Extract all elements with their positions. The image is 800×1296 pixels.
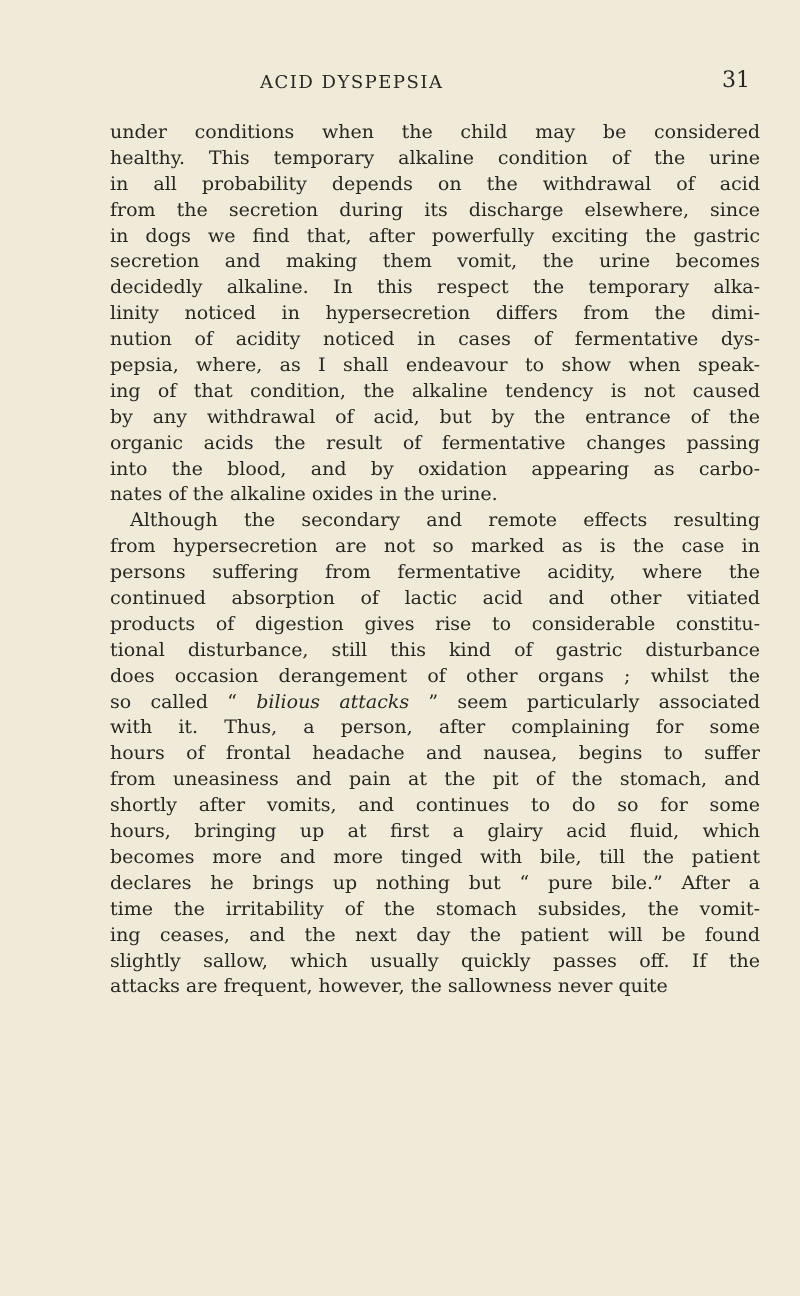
text-line: becomes more and more tinged with bile, till the patient — [110, 845, 760, 868]
text-line: ing ceases, and the next day the patient will be found — [110, 923, 760, 946]
text-line: from the secretion during its discharge elsewhere, since — [110, 198, 760, 221]
text-line: declares he brings up nothing but “ pure bile.” After a — [110, 871, 760, 894]
text-line: persons suffering from fermentative acidity, where the — [110, 561, 760, 584]
text-line: hours, bringing up at first a glairy acid fluid, which — [110, 820, 760, 843]
text-line: with it. Thus, a person, after complaining for some — [110, 716, 760, 739]
text-line: in all probability depends on the withdrawal of acid — [110, 172, 760, 195]
page-number: 31 — [722, 68, 750, 93]
text-line: into the blood, and by oxidation appearing as carbo- — [110, 457, 760, 480]
text-line: organic acids the result of fermentative changes passing — [110, 431, 760, 454]
text-line: from hypersecretion are not so marked as is the case in — [110, 535, 760, 558]
text-line: products of digestion gives rise to considerable constitu- — [110, 612, 760, 635]
text-line: shortly after vomits, and continues to do so for some — [110, 794, 760, 817]
italic-phrase: bilious attacks — [256, 690, 410, 713]
text-segment: ” seem particularly associated — [428, 690, 760, 713]
body-text — [110, 120, 760, 1000]
text-line: linity noticed in hypersecretion differs from the dimi- — [110, 302, 760, 325]
paragraph-end-line: nates of the alkaline oxides in the urine. — [110, 483, 498, 506]
text-line: does occasion derangement of other organs ; whilst the — [110, 664, 760, 687]
text-line: continued absorption of lactic acid and other vitiated — [110, 587, 760, 610]
text-segment: so called “ — [110, 690, 237, 713]
text-line-with-italic — [110, 690, 760, 716]
text-line: healthy. This temporary alkaline condition of the urine — [110, 146, 760, 169]
text-line: slightly sallow, which usually quickly passes off. If the — [110, 949, 760, 972]
text-line: in dogs we find that, after powerfully exciting the gastric — [110, 224, 760, 247]
page-header — [110, 68, 750, 102]
text-line: tional disturbance, still this kind of gastric disturbance — [110, 638, 760, 661]
text-line: by any withdrawal of acid, but by the entrance of the — [110, 405, 760, 428]
text-line: under conditions when the child may be considered — [110, 121, 760, 143]
text-line: attacks are frequent, however, the sallowness never quite — [110, 975, 668, 998]
text-line: pepsia, where, as I shall endeavour to show when speak- — [110, 354, 760, 377]
text-line: from uneasiness and pain at the pit of the stomach, and — [110, 768, 760, 791]
text-line: secretion and making them vomit, the urine becomes — [110, 250, 760, 273]
text-line: time the irritability of the stomach subsides, the vomit- — [110, 897, 760, 920]
running-title: ACID DYSPEPSIA — [260, 72, 444, 93]
text-line: decidedly alkaline. In this respect the temporary alka- — [110, 276, 760, 299]
paragraph-start-line: Although the secondary and remote effects resulting — [130, 509, 760, 532]
text-line: ing of that condition, the alkaline tendency is not caused — [110, 379, 760, 402]
text-line: hours of frontal headache and nausea, begins to suffer — [110, 742, 760, 765]
text-line: nution of acidity noticed in cases of fermentative dys- — [110, 328, 760, 351]
